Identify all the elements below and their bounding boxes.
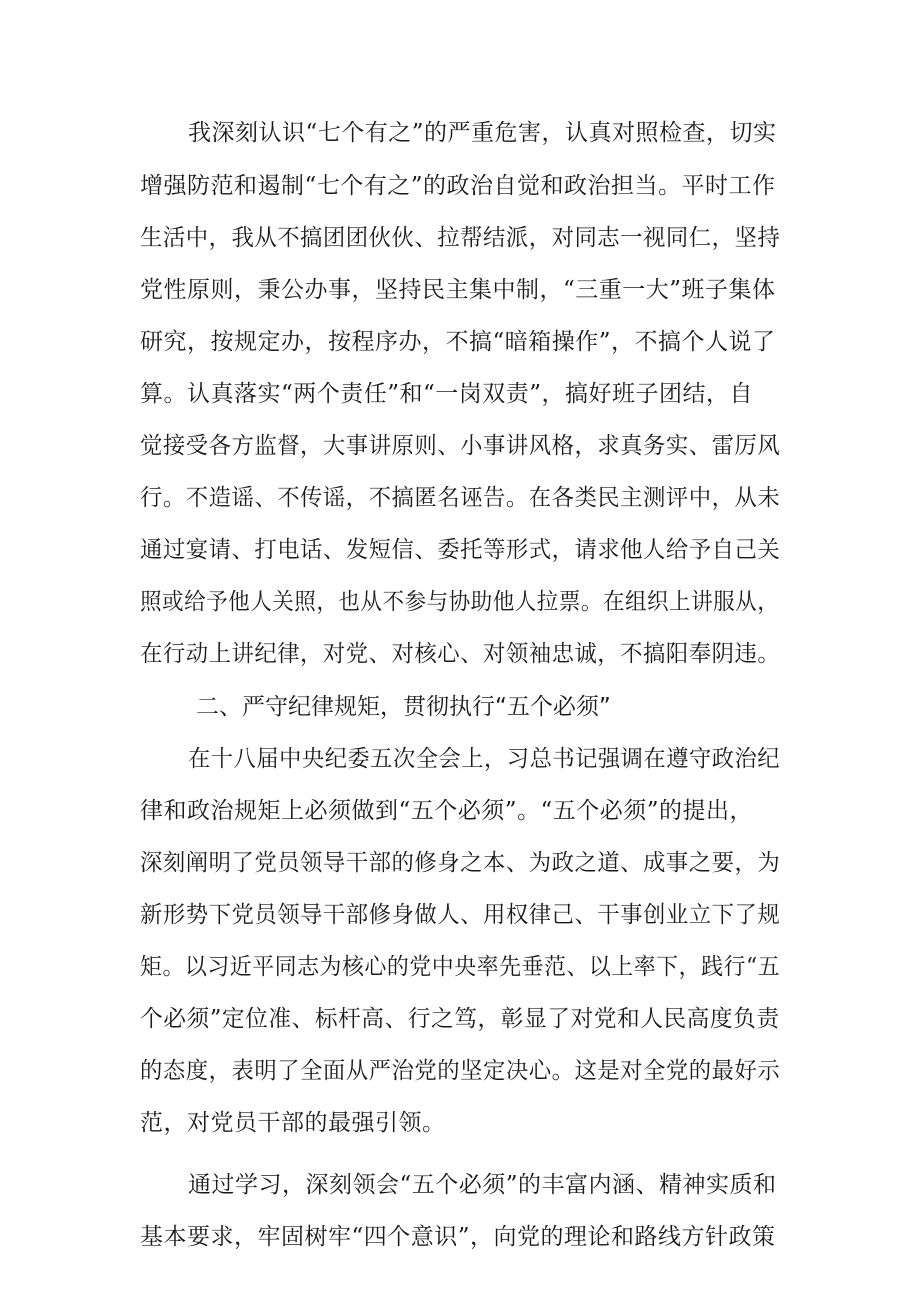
paragraph-2-line: 在十八届中央纪委五次全会上，习总书记强调在遵守政治纪 <box>188 746 781 772</box>
paragraph-1-line: 党性原则，秉公办事，坚持民主集中制，“三重一大”班子集体 <box>140 277 776 303</box>
paragraph-1-line: 生活中，我从不搞团团伙伙、拉帮结派，对同志一视同仁，坚持 <box>140 225 781 251</box>
paragraph-2-line: 个必须”定位准、标杆高、行之笃，彰显了对党和人民高度负责 <box>140 1006 780 1032</box>
paragraph-2-line: 新形势下党员领导干部修身做人、用权律己、干事创业立下了规 <box>140 902 781 928</box>
paragraph-2-line: 律和政治规矩上必须做到“五个必须”。“五个必须”的提出， <box>140 798 754 824</box>
paragraph-1-line: 通过宴请、打电话、发短信、委托等形式，请求他人给予自己关 <box>140 537 781 563</box>
paragraph-3-line: 基本要求，牢固树牢“四个意识”，向党的理论和路线方针政策 <box>140 1224 776 1250</box>
paragraph-3-line: 通过学习，深刻领会“五个必须”的丰富内涵、精神实质和 <box>188 1172 777 1198</box>
paragraph-2-line: 范，对党员干部的最强引领。 <box>140 1110 446 1136</box>
paragraph-1-line: 我深刻认识“七个有之”的严重危害，认真对照检查，切实 <box>188 120 777 146</box>
paragraph-1-line: 觉接受各方监督，大事讲原则、小事讲风格，求真务实、雷厉风 <box>140 433 781 459</box>
paragraph-1-line: 增强防范和遏制“七个有之”的政治自觉和政治担当。平时工作 <box>140 173 776 199</box>
paragraph-1-line: 在行动上讲纪律，对党、对核心、对领袖忠诚，不搞阳奉阴违。 <box>140 641 781 667</box>
paragraph-1-line: 研究，按规定办，按程序办，不搞“暗箱操作”，不搞个人说了 <box>140 329 776 355</box>
paragraph-2-line: 的态度，表明了全面从严治党的坚定决心。这是对全党的最好示 <box>140 1058 781 1084</box>
paragraph-1-line: 行。不造谣、不传谣，不搞匿名诬告。在各类民主测评中，从未 <box>140 485 781 511</box>
paragraph-2-line: 矩。以习近平同志为核心的党中央率先垂范、以上率下，践行“五 <box>140 954 781 980</box>
paragraph-2-line: 深刻阐明了党员领导干部的修身之本、为政之道、成事之要，为 <box>140 850 781 876</box>
paragraph-1-line: 照或给予他人关照，也从不参与协助他人拉票。在组织上讲服从， <box>140 589 780 615</box>
section-heading: 二、严守纪律规矩，贯彻执行“五个必须” <box>196 694 611 720</box>
paragraph-1-line: 算。认真落实“两个责任”和“一岗双责”，搞好班子团结，自 <box>140 381 754 407</box>
